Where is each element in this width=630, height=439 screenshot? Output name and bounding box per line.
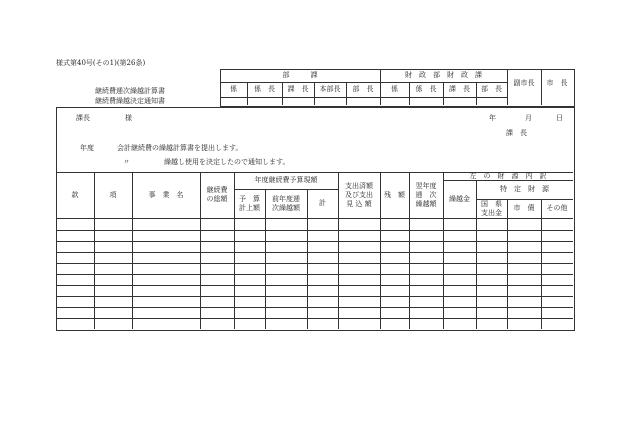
doc-title-calculation: 継続費逓次繰越計算書 [95,87,165,95]
approval-finance-bucho: 部 長 [481,85,502,93]
approval-kakaricho: 係 長 [254,85,275,93]
header-other: その他 [546,204,568,212]
header-specific-funding: 特 定 財 源 [500,185,549,193]
sender-title: 課 長 [506,129,527,137]
approval-bucho: 部 長 [352,85,374,93]
approval-finance-header: 財 政 部 財 政 課 [405,71,482,79]
header-national-prefectural: 国 県 支出金 [481,199,502,217]
addressee-title: 課長 [76,114,90,122]
header-budget-total: 計 [319,199,326,207]
date-year: 年 [489,114,496,122]
approval-finance-kakaricho: 係 長 [415,85,437,93]
form-frame [56,107,575,331]
notice-line1-year: 年度 [80,144,94,152]
header-funding-breakdown: 左 の 財 源 内 訳 [469,171,547,180]
approval-kakari: 係 [230,85,237,93]
approval-honbucho: 本部長 [319,85,341,93]
approval-mayor: 市 長 [546,78,568,87]
header-prev-year-carryover: 前年度逓 次繰越額 [272,194,300,212]
header-remaining: 残 額 [384,190,405,199]
header-carryover-funds: 繰越金 [449,194,470,203]
notice-line1-text: 会計継続費の繰越計算書を提出します。 [117,144,243,152]
header-kou: 項 [109,190,117,199]
form-number: 様式第40号(その1)(第26条) [56,59,146,67]
date-day: 日 [556,114,563,122]
notice-line2-ditto: 〃 [123,158,130,166]
approval-finance-kakari: 係 [391,85,398,93]
approval-finance-kacho: 課 長 [449,85,470,93]
header-kan: 款 [71,190,79,199]
approval-vice-mayor: 副市長 [513,78,535,87]
addressee-honorific: 様 [125,114,132,122]
date-month: 月 [525,114,532,122]
header-next-year-carryover: 翌年度 逓 次 繰越額 [415,181,437,208]
header-project-name: 事 業 名 [148,190,184,199]
header-total-amount: 継続費 の総額 [206,186,228,203]
header-budget-group: 年度継続費予算現額 [254,176,318,184]
header-municipal-bonds: 市 債 [513,204,535,212]
notice-line2-text: 繰越し使用を決定したので通知します。 [164,158,290,166]
header-paid-amount: 支出済額 及び支出 見 込 額 [345,181,373,208]
approval-dept-section-header: 部 課 [282,71,318,79]
doc-title-notice: 継続費繰越決定通知書 [95,97,165,105]
approval-kacho: 課 長 [287,85,309,93]
header-budget-appropriation: 予 算 計上額 [239,194,260,212]
